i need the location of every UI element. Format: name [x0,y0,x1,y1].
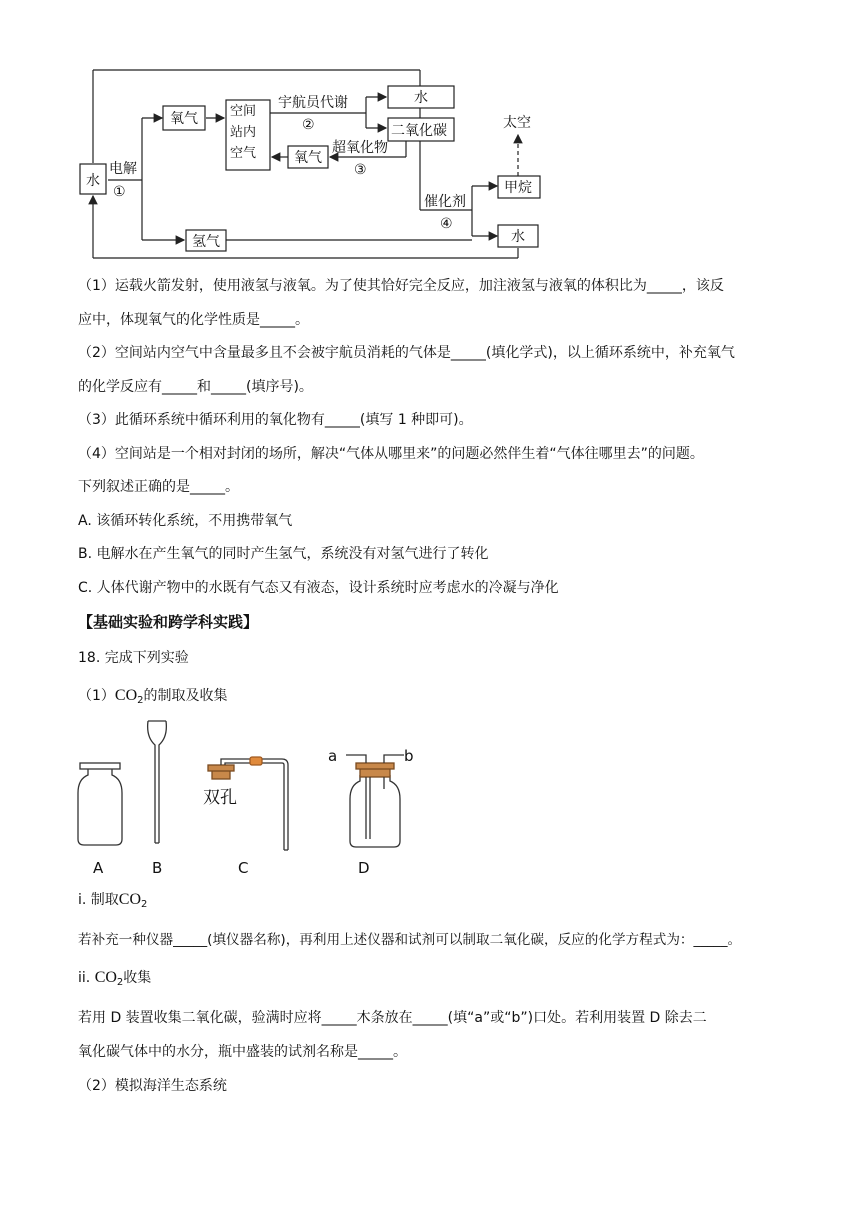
part-ii-line1: 若用 D 装置收集二氧化碳，验满时应将_____木条放在_____(填“a”或“b”)口处。若利用装置 D 除去二 [78,1010,707,1026]
label-b: B [152,859,163,877]
q4-line2: 下列叙述正确的是_____。 [78,479,239,495]
part-ii-line2: 氧化碳气体中的水分，瓶中盛装的试剂名称是_____。 [78,1044,407,1060]
station-air-line1: 空 [230,104,244,119]
superoxide-label: 超氧化物 [332,140,388,156]
section-heading: 【基础实验和跨学科实践】 [78,613,259,631]
electrolysis-label: 电解 [109,161,137,177]
q1-line1: （1）运载火箭发射，使用液氢与液氧。为了使其恰好完全反应，加注液氢与液氧的体积比为_____，该反 [78,278,724,294]
step4-label: ④ [440,216,453,232]
q18-part2-title: （2）模拟海洋生态系统 [78,1078,227,1094]
station-air-line3: 空气 [230,146,257,161]
funnel-b [148,721,167,843]
q2-line1: （2）空间站内空气中含量最多且不会被宇航员消耗的气体是_____(填化学式)，以上循环系统中，补充氧气 [78,345,735,361]
station-air-line1b: 间 [243,104,257,119]
water-label-top: 水 [414,90,428,106]
co2-label: 二氧化碳 [391,123,447,139]
port-a-label: a [328,747,338,765]
label-a: A [93,859,104,877]
option-c: C. 人体代谢产物中的水既有气态又有液态，设计系统时应考虑水的冷凝与净化 [78,580,559,596]
water-label-left: 水 [86,173,100,189]
q3-line1: （3）此循环系统中循环利用的氧化物有_____(填写 1 种即可)。 [78,412,473,428]
methane-label: 甲烷 [504,180,532,196]
step1-label: ① [113,184,126,200]
station-air-line2: 站内 [230,125,257,140]
apparatus-figure [0,715,860,885]
oxygen-label-top: 氧气 [170,111,198,127]
step3-label: ③ [354,162,367,178]
catalyst-label: 催化剂 [424,194,466,210]
oxygen-label-mid: 氧气 [294,150,322,166]
label-c: C [238,859,249,877]
bottle-d [346,755,404,847]
hydrogen-label: 氢气 [192,234,220,250]
q18-part1-title: $(1)CO_2$的制取及收集 [78,687,228,706]
metabolism-label: 宇航员代谢 [278,95,348,111]
space-label: 太空 [503,115,531,131]
double-hole-label: 双孔 [203,788,237,808]
water-label-right: 水 [511,229,525,245]
q18-title: 18. 完成下列实验 [78,650,189,666]
step2-label: ② [302,117,315,133]
part-i-text: 若补充一种仪器_____(填仪器名称)，再利用上述仪器和试剂可以制取二氧化碳，反应的化学方程式为：_____。 [78,932,742,948]
q4-line1: （4）空间站是一个相对封闭的场所，解决“气体从哪里来”的问题必然伴生着“气体往哪里去”的问题。 [78,446,704,462]
q1-line2: 应中，体现氧气的化学性质是_____。 [78,312,309,328]
port-b-label: b [404,747,414,765]
bottle-a [78,763,122,845]
space-station-cycle-diagram [0,0,860,270]
option-a: A. 该循环转化系统，不用携带氧气 [78,513,293,529]
part-i-title: i. 制取$CO_2$ [78,891,148,910]
option-b: B. 电解水在产生氧气的同时产生氢气，系统没有对氢气进行了转化 [78,546,489,562]
label-d: D [358,859,370,877]
part-ii-title: ii. $CO_2$收集 [78,969,152,988]
q2-line2: 的化学反应有_____和_____(填序号)。 [78,379,313,395]
